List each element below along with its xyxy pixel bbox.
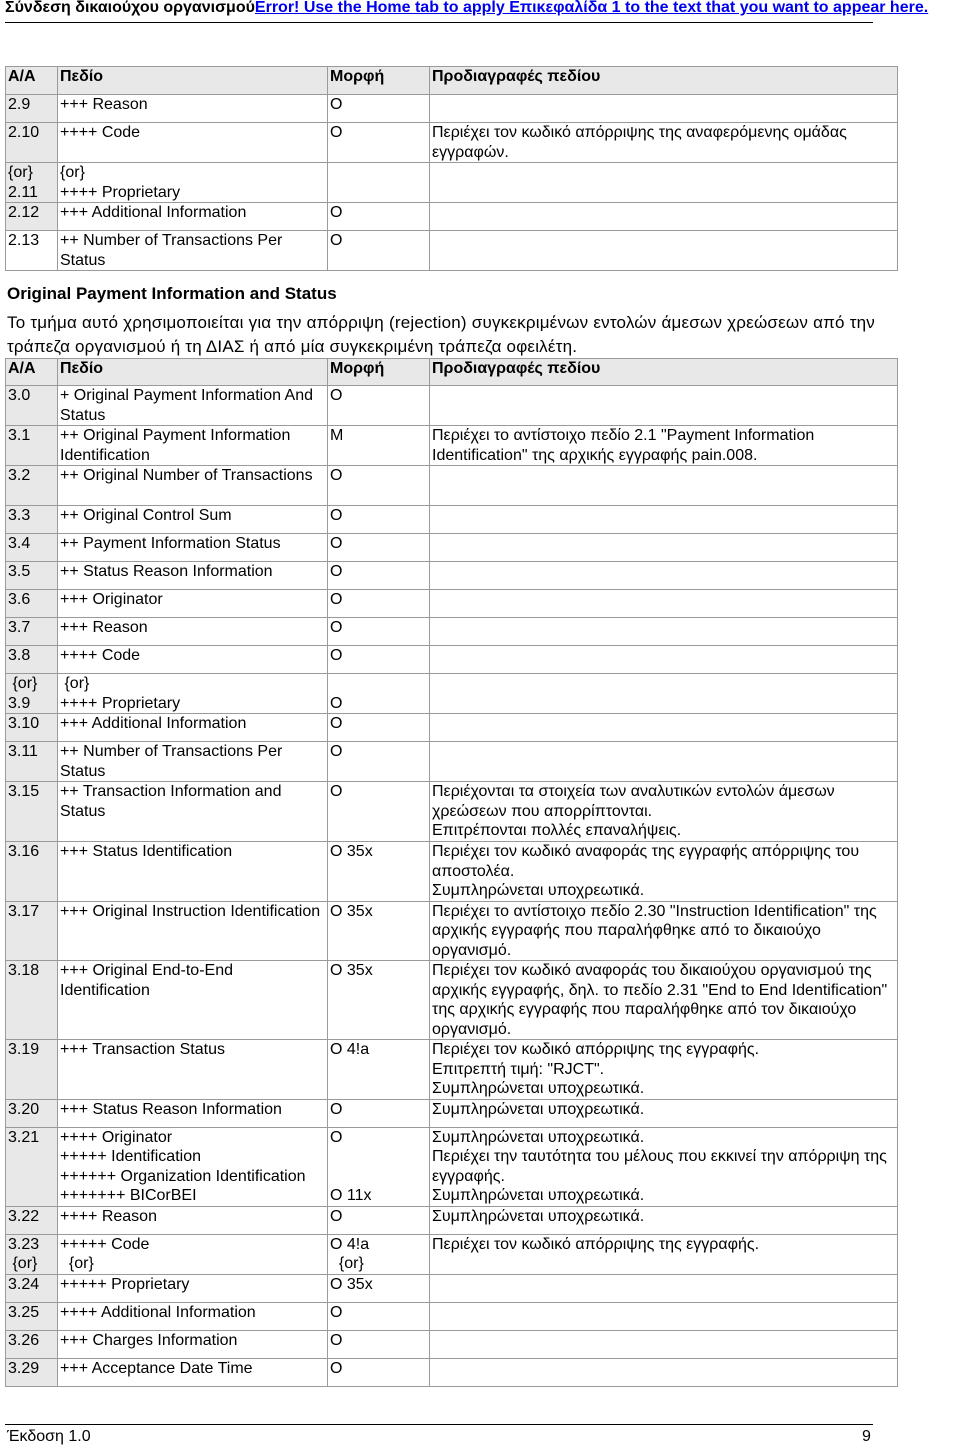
- format-cell: O: [328, 646, 430, 674]
- field-name-cell: ++ Original Payment Information Identification: [58, 426, 328, 466]
- row-number-cell: {or} 3.9: [6, 674, 58, 714]
- row-number-cell: 3.21: [6, 1127, 58, 1206]
- row-number-cell: 3.4: [6, 534, 58, 562]
- field-name-cell: +++++ Proprietary: [58, 1274, 328, 1302]
- format-cell: O 4!a {or}: [328, 1234, 430, 1274]
- row-number-cell: 3.22: [6, 1206, 58, 1234]
- spec-cell: Περιέχει τον κωδικό απόρριψης της αναφερόμενης ομάδας εγγραφών.: [430, 123, 898, 163]
- col-header-format: Μορφή: [328, 67, 430, 95]
- format-cell: O 35x: [328, 961, 430, 1040]
- field-name-cell: ++ Original Control Sum: [58, 506, 328, 534]
- field-name-cell: ++++ Reason: [58, 1206, 328, 1234]
- footer-divider: [5, 1424, 873, 1425]
- row-number-cell: 3.19: [6, 1040, 58, 1100]
- spec-cell: [430, 646, 898, 674]
- row-number-cell: 3.6: [6, 590, 58, 618]
- field-name-cell: +++ Charges Information: [58, 1330, 328, 1358]
- field-name-cell: +++ Original End-to-End Identification: [58, 961, 328, 1040]
- table-row: [6, 95, 898, 123]
- table-row: [6, 562, 898, 590]
- table-row: [6, 1274, 898, 1302]
- header-error-link[interactable]: Error! Use the Home tab to apply Επικεφαλίδα 1 to the text that you want to appear here.: [254, 0, 929, 16]
- format-cell: O 35x: [328, 901, 430, 961]
- format-cell: O: [328, 1206, 430, 1234]
- format-cell: O: [328, 782, 430, 842]
- spec-cell: [430, 163, 898, 203]
- field-name-cell: ++ Payment Information Status: [58, 534, 328, 562]
- field-name-cell: ++++ Code: [58, 646, 328, 674]
- format-cell: O: [328, 562, 430, 590]
- table-row: [6, 646, 898, 674]
- row-number-cell: 3.26: [6, 1330, 58, 1358]
- table-row: [6, 1330, 898, 1358]
- table-row: [6, 618, 898, 646]
- field-spec-table-1: [5, 66, 898, 271]
- spec-cell: Περιέχει τον κωδικό απόρριψης της εγγραφής. Επιτρεπτή τιμή: "RJCT". Συμπληρώνεται υποχρεωτικά.: [430, 1040, 898, 1100]
- row-number-cell: 3.7: [6, 618, 58, 646]
- field-name-cell: +++ Reason: [58, 95, 328, 123]
- row-number-cell: 3.8: [6, 646, 58, 674]
- row-number-cell: 3.5: [6, 562, 58, 590]
- field-name-cell: ++++ Originator +++++ Identification ++++++ Organization Identification +++++++ BICorBEI: [58, 1127, 328, 1206]
- row-number-cell: {or} 2.11: [6, 163, 58, 203]
- table-row: [6, 1302, 898, 1330]
- row-number-cell: 3.29: [6, 1358, 58, 1386]
- field-name-cell: +++ Original Instruction Identification: [58, 901, 328, 961]
- spec-cell: [430, 1358, 898, 1386]
- spec-cell: [430, 1330, 898, 1358]
- format-cell: O: [328, 466, 430, 506]
- col-header-field: Πεδίο: [58, 359, 328, 386]
- spec-cell: Συμπληρώνεται υποχρεωτικά.: [430, 1206, 898, 1234]
- spec-cell: Περιέχει το αντίστοιχο πεδίο 2.1 "Payment Information Identification" της αρχικής εγγραφής pain.008.: [430, 426, 898, 466]
- table-row: [6, 203, 898, 231]
- table-row: [6, 782, 898, 842]
- spec-cell: [430, 1274, 898, 1302]
- format-cell: M: [328, 426, 430, 466]
- footer-edition: Έκδοση 1.0: [7, 1428, 91, 1445]
- col-header-spec: Προδιαγραφές πεδίου: [430, 359, 898, 386]
- field-name-cell: {or} ++++ Proprietary: [58, 674, 328, 714]
- table-row: [6, 1234, 898, 1274]
- format-cell: O: [328, 203, 430, 231]
- col-header-field: Πεδίο: [58, 67, 328, 95]
- table-row: [6, 163, 898, 203]
- format-cell: O: [328, 1358, 430, 1386]
- row-number-cell: 3.15: [6, 782, 58, 842]
- format-cell: O: [328, 386, 430, 426]
- table-header-row: [6, 67, 898, 95]
- row-number-cell: 3.10: [6, 714, 58, 742]
- table-row: [6, 466, 898, 506]
- field-name-cell: + Original Payment Information And Status: [58, 386, 328, 426]
- format-cell: O: [328, 231, 430, 271]
- table-header-row: [6, 359, 898, 386]
- page-header: [5, 0, 929, 23]
- field-name-cell: ++ Number of Transactions Per Status: [58, 742, 328, 782]
- section-description: Το τμήμα αυτό χρησιμοποιείται για την απόρριψη (rejection) συγκεκριμένων εντολών άμεσων χρεώσεων από την τράπεζα οργανισμού ή τη ΔΙΑΣ ή από μία συγκεκριμένη τράπεζα οφειλέτη.: [7, 313, 875, 356]
- table-row: [6, 742, 898, 782]
- format-cell: O: [328, 674, 430, 714]
- row-number-cell: 3.0: [6, 386, 58, 426]
- field-name-cell: ++ Original Number of Transactions: [58, 466, 328, 506]
- field-name-cell: +++ Acceptance Date Time: [58, 1358, 328, 1386]
- spec-cell: Συμπληρώνεται υποχρεωτικά. Περιέχει την ταυτότητα του μέλους που εκκινεί την απόρριψη της εγγραφής. Συμπληρώνεται υποχρεωτικά.: [430, 1127, 898, 1206]
- row-number-cell: 3.1: [6, 426, 58, 466]
- table-row: [6, 842, 898, 902]
- format-cell: O: [328, 95, 430, 123]
- spec-cell: [430, 562, 898, 590]
- spec-cell: [430, 203, 898, 231]
- row-number-cell: 3.3: [6, 506, 58, 534]
- table-row: [6, 901, 898, 961]
- field-name-cell: +++ Transaction Status: [58, 1040, 328, 1100]
- format-cell: O: [328, 1099, 430, 1127]
- col-header-no: Α/Α: [6, 359, 58, 386]
- table-row: [6, 534, 898, 562]
- spec-cell: [430, 674, 898, 714]
- table-row: [6, 1206, 898, 1234]
- spec-cell: [430, 231, 898, 271]
- spec-cell: [430, 534, 898, 562]
- spec-cell: [430, 714, 898, 742]
- spec-cell: [430, 386, 898, 426]
- format-cell: O: [328, 1302, 430, 1330]
- spec-cell: [430, 742, 898, 782]
- format-cell: O: [328, 123, 430, 163]
- table-row: [6, 426, 898, 466]
- format-cell: O: [328, 534, 430, 562]
- row-number-cell: 3.2: [6, 466, 58, 506]
- table-row: [6, 1099, 898, 1127]
- table-row: [6, 1127, 898, 1206]
- spec-cell: Συμπληρώνεται υποχρεωτικά.: [430, 1099, 898, 1127]
- spec-cell: Περιέχει το αντίστοιχο πεδίο 2.30 "Instruction Identification" της αρχικής εγγραφής που παραλήφθηκε από το δικαιούχο οργανισμό.: [430, 901, 898, 961]
- field-name-cell: ++ Transaction Information and Status: [58, 782, 328, 842]
- row-number-cell: 3.23 {or}: [6, 1234, 58, 1274]
- format-cell: O: [328, 590, 430, 618]
- row-number-cell: 3.18: [6, 961, 58, 1040]
- format-cell: O: [328, 1330, 430, 1358]
- spec-cell: [430, 95, 898, 123]
- col-header-format: Μορφή: [328, 359, 430, 386]
- col-header-no: Α/Α: [6, 67, 58, 95]
- row-number-cell: 2.13: [6, 231, 58, 271]
- row-number-cell: 3.24: [6, 1274, 58, 1302]
- format-cell: [328, 163, 430, 203]
- table-row: [6, 714, 898, 742]
- col-header-spec: Προδιαγραφές πεδίου: [430, 67, 898, 95]
- spec-cell: Περιέχει τον κωδικό απόρριψης της εγγραφής.: [430, 1234, 898, 1274]
- field-name-cell: ++++ Additional Information: [58, 1302, 328, 1330]
- table-row: [6, 386, 898, 426]
- field-name-cell: +++ Additional Information: [58, 203, 328, 231]
- spec-cell: Περιέχει τον κωδικό αναφοράς του δικαιούχου οργανισμού της αρχικής εγγραφής, δηλ. το πεδίο 2.31 "End to End Identification" της αρχικής εγγραφής που παραλήφθηκε από τον δικαιούχο οργανισμό.: [430, 961, 898, 1040]
- format-cell: O O 11x: [328, 1127, 430, 1206]
- field-name-cell: +++ Originator: [58, 590, 328, 618]
- table-row: [6, 1358, 898, 1386]
- spec-cell: [430, 618, 898, 646]
- footer-page-number: 9: [862, 1428, 871, 1445]
- field-name-cell: ++ Number of Transactions Per Status: [58, 231, 328, 271]
- row-number-cell: 2.12: [6, 203, 58, 231]
- spec-cell: [430, 1302, 898, 1330]
- row-number-cell: 2.9: [6, 95, 58, 123]
- field-name-cell: {or} ++++ Proprietary: [58, 163, 328, 203]
- table-row: [6, 231, 898, 271]
- spec-cell: Περιέχει τον κωδικό αναφοράς της εγγραφής απόρριψης του αποστολέα. Συμπληρώνεται υποχρεωτικά.: [430, 842, 898, 902]
- table-row: [6, 506, 898, 534]
- table-row: [6, 123, 898, 163]
- format-cell: O 4!a: [328, 1040, 430, 1100]
- table-row: [6, 590, 898, 618]
- row-number-cell: 3.16: [6, 842, 58, 902]
- field-name-cell: +++ Reason: [58, 618, 328, 646]
- field-name-cell: +++ Status Reason Information: [58, 1099, 328, 1127]
- section-title: Original Payment Information and Status: [7, 284, 337, 303]
- format-cell: O: [328, 618, 430, 646]
- spec-cell: Περιέχονται τα στοιχεία των αναλυτικών εντολών άμεσων χρεώσεων που απορρίπτονται. Επιτρέπονται πολλές επαναλήψεις.: [430, 782, 898, 842]
- row-number-cell: 3.20: [6, 1099, 58, 1127]
- spec-cell: [430, 466, 898, 506]
- format-cell: O 35x: [328, 842, 430, 902]
- spec-cell: [430, 590, 898, 618]
- row-number-cell: 3.11: [6, 742, 58, 782]
- field-name-cell: +++ Additional Information: [58, 714, 328, 742]
- field-spec-table-2: [5, 358, 898, 1387]
- row-number-cell: 2.10: [6, 123, 58, 163]
- spec-cell: [430, 506, 898, 534]
- table-row: [6, 961, 898, 1040]
- format-cell: O: [328, 742, 430, 782]
- format-cell: O: [328, 714, 430, 742]
- field-name-cell: +++++ Code {or}: [58, 1234, 328, 1274]
- format-cell: O 35x: [328, 1274, 430, 1302]
- header-title: Σύνδεση δικαιούχου οργανισμού: [5, 0, 255, 16]
- format-cell: O: [328, 506, 430, 534]
- row-number-cell: 3.25: [6, 1302, 58, 1330]
- row-number-cell: 3.17: [6, 901, 58, 961]
- table-row: [6, 1040, 898, 1100]
- table-row: [6, 674, 898, 714]
- field-name-cell: +++ Status Identification: [58, 842, 328, 902]
- field-name-cell: ++++ Code: [58, 123, 328, 163]
- field-name-cell: ++ Status Reason Information: [58, 562, 328, 590]
